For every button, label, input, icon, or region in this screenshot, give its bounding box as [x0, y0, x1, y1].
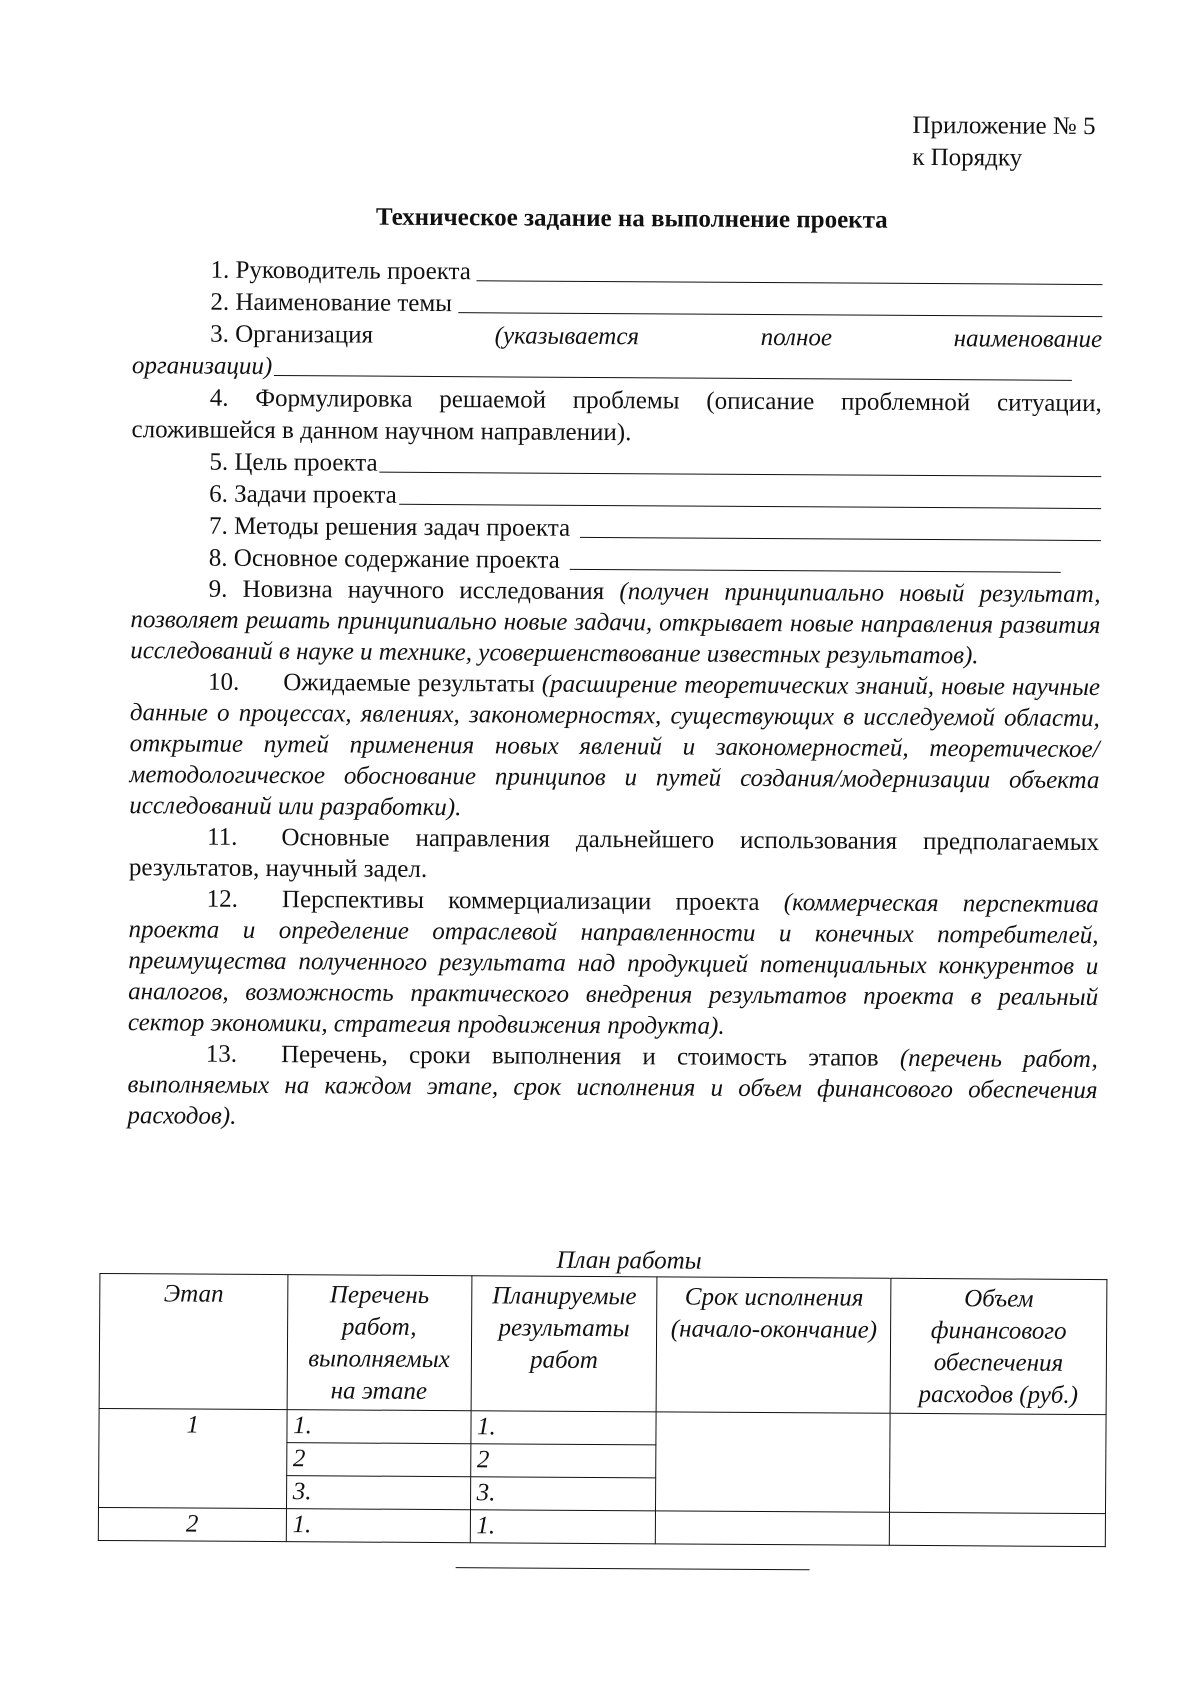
item-11-number: 11.: [207, 823, 238, 851]
stage-2-result-1: 1.: [470, 1510, 656, 1544]
item-4-w1: 4.: [209, 384, 229, 412]
item-9: [130, 573, 1101, 672]
item-7-blank: [580, 536, 1101, 541]
item-3-blank: [274, 374, 1072, 381]
item-3-word1: (указывается: [494, 322, 640, 351]
header-funding: Объем финансового обеспечения расходов (руб.): [890, 1278, 1107, 1414]
item-9-description: (получен принципиально новый результат, позволяет решать принципиально новые задачи, открывает новые направления развития исследований в науке и технике, усовершенствование известных результатов).: [130, 578, 1101, 670]
item-4-w6: проблемной: [840, 388, 971, 417]
item-3: [132, 317, 1102, 355]
stage-1-funding: [890, 1413, 1106, 1513]
item-6-blank: [399, 503, 1101, 509]
item-8-label: 8. Основное содержание проекта: [208, 544, 560, 574]
item-5-label: 5. Цель проекта: [209, 448, 378, 477]
item-11: [129, 821, 1099, 889]
stage-1-work-2: 2: [286, 1443, 470, 1477]
header-deadline: Срок исполнения (начало-окончание): [657, 1277, 892, 1413]
stage-1-deadline: [656, 1412, 890, 1512]
item-8-blank: [570, 568, 1061, 573]
stage-1-result-2: 2: [470, 1444, 656, 1478]
header-results: Планируемые результаты работ: [471, 1276, 658, 1412]
plan-table: [98, 1273, 1108, 1547]
item-4-w2: Формулировка: [255, 384, 413, 413]
header-stage: Этап: [99, 1273, 287, 1409]
item-9-label: 9. Новизна научного исследования: [208, 575, 605, 606]
appendix-number: Приложение № 5: [912, 111, 1096, 141]
document-title: Техническое задание на выполнение проекта: [375, 203, 888, 234]
item-13-number: 13.: [205, 1040, 238, 1068]
item-10-description: (расширение теоретических знаний, новые научные данные о процессах, явлениях, закономерностях, существующих в исследуемой области, открытие путей применения новых явлений и закономерностей, теоретическое/ методологическое обоснование принципов и путей создания/модернизации объекта исследований или разработки).: [129, 670, 1101, 822]
item-3-word3: наименование: [953, 325, 1103, 354]
item-13: [127, 1038, 1098, 1137]
table-row: [99, 1408, 1106, 1447]
item-4-cont-text: сложившейся в данном научном направлении).: [131, 416, 632, 447]
item-11-text: Основные направления дальнейшего использования предполагаемых результатов, научный задел.: [128, 824, 1100, 883]
item-12-label: Перспективы коммерциализации проекта: [281, 886, 760, 916]
item-3-label: 3. Организация: [210, 320, 374, 349]
item-1-label: 1. Руководитель проекта: [210, 256, 472, 286]
item-4: [132, 381, 1102, 419]
stage-2-work-1: 1.: [286, 1509, 470, 1543]
stage-2-cell: 2: [98, 1507, 286, 1541]
stage-2-funding: [889, 1512, 1105, 1546]
stage-1-work-1: 1.: [287, 1410, 471, 1444]
item-12-number: 12.: [206, 885, 239, 913]
plan-header-row: [99, 1273, 1107, 1414]
item-6: [131, 477, 1101, 515]
document-body: [127, 253, 1102, 1137]
stage-1-work-3: 3.: [286, 1476, 470, 1510]
item-7-label: 7. Методы решения задач проекта: [208, 512, 571, 542]
stage-1-cell: 1: [99, 1408, 287, 1508]
stage-1-result-3: 3.: [470, 1477, 656, 1511]
item-4-continuation: [131, 413, 1101, 451]
item-1: [132, 253, 1102, 291]
item-3-cont-text: организации): [131, 352, 273, 381]
stage-2-deadline: [656, 1511, 890, 1545]
item-6-label: 6. Задачи проекта: [209, 480, 397, 509]
stage-1-result-1: 1.: [470, 1411, 656, 1445]
item-7: [131, 509, 1101, 547]
item-4-w7: ситуации,: [996, 389, 1102, 418]
item-13-description: (перечень работ, выполняемых на каждом этапе, срок исполнения и объем финансового обеспечения расходов).: [127, 1044, 1098, 1130]
item-4-w4: проблемы: [572, 386, 680, 415]
item-13-label: Перечень, сроки выполнения и стоимость этапов: [280, 1041, 879, 1072]
item-12-description: (коммерческая перспектива проекта и определение отраслевой направленности и конечных потребителей, преимущества полученного результата над продукцией потенциальных конкурентов и аналогов, возможность практического внедрения результатов проекта в реальный сектор экономики, стратегия продвижения продукта).: [127, 889, 1099, 1040]
plan-caption: План работы: [556, 1246, 702, 1275]
item-12: [128, 883, 1099, 1044]
footer-separator-line: [456, 1567, 810, 1570]
item-2-label: 2. Наименование темы: [210, 288, 453, 318]
item-10-label: Ожидаемые результаты: [283, 669, 535, 698]
header-works: Перечень работ, выполняемых на этапе: [287, 1275, 472, 1411]
item-2: [132, 285, 1102, 323]
appendix-reference: к Порядку: [912, 143, 1023, 172]
item-2-blank: [458, 311, 1102, 317]
item-3-word2: полное: [760, 323, 833, 352]
item-5-blank: [380, 471, 1102, 477]
item-1-blank: [477, 279, 1103, 285]
item-10-number: 10.: [207, 668, 240, 696]
item-10: [129, 666, 1100, 827]
table-row: [98, 1507, 1105, 1546]
item-5: [131, 445, 1101, 483]
appendix-header: [912, 110, 1095, 175]
item-4-w5: (описание: [706, 387, 815, 416]
item-4-w3: решаемой: [439, 386, 547, 414]
